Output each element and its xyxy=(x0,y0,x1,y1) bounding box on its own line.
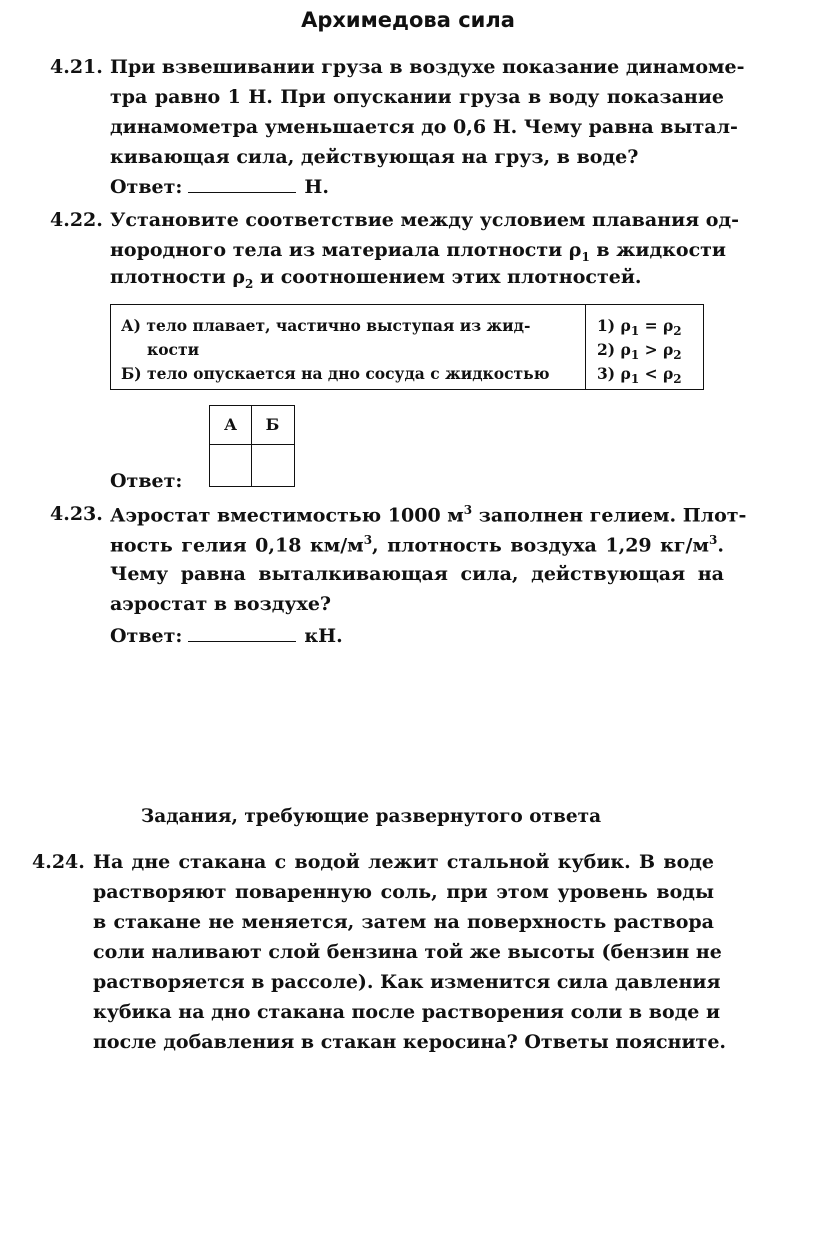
page-title: Архимедова сила xyxy=(301,8,515,32)
task-424-line-2: растворяют поваренную соль, при этом уровень воды xyxy=(93,881,714,903)
task-424-line-6: кубика на дно стакана после растворения соли в воде и xyxy=(93,1001,721,1023)
task-421-line-2: тра равно 1 Н. При опускании груза в воду показание xyxy=(110,86,724,108)
option-a-line-1: А) тело плавает, частично выступая из жид- xyxy=(121,316,531,335)
grid-header-a: А xyxy=(223,415,238,434)
option-b: Б) тело опускается на дно сосуда с жидкостью xyxy=(121,364,550,383)
task-424-line-1: На дне стакана с водой лежит стальной кубик. В воде xyxy=(93,851,714,873)
task-424-line-4: соли наливают слой бензина той же высоты (бензин не xyxy=(93,941,722,963)
task-421-line-3: динамометра уменьшается до 0,6 Н. Чему равна вытал- xyxy=(110,116,738,138)
task-number-422: 4.22. xyxy=(50,209,103,231)
task-number-423: 4.23. xyxy=(50,503,103,525)
answer-row-423 xyxy=(110,625,343,647)
answer-label: Ответ: xyxy=(110,176,183,198)
grid-header-b: Б xyxy=(265,415,280,434)
relation-2: 2) $\rho_1 > \rho_2$ xyxy=(597,340,682,363)
answer-blank-421[interactable] xyxy=(188,178,296,193)
task-422-line-3: плотности $\rho_2$ и соотношением этих плотностей. xyxy=(110,266,642,291)
option-a-line-2: кости xyxy=(147,340,200,359)
answer-unit: Н. xyxy=(304,176,329,198)
answer-cell-a[interactable] xyxy=(210,446,250,486)
answer-grid xyxy=(209,405,295,487)
answer-row-421 xyxy=(110,176,329,198)
relation-3: 3) $\rho_1 < \rho_2$ xyxy=(597,364,682,387)
section-title: Задания, требующие развернутого ответа xyxy=(140,806,602,827)
matching-table xyxy=(110,304,704,390)
task-424-line-3: в стакане не меняется, затем на поверхность раствора xyxy=(93,911,714,933)
task-424-line-5: растворяется в рассоле). Как изменится сила давления xyxy=(93,971,721,993)
task-422-line-1: Установите соответствие между условием плавания од- xyxy=(110,209,740,231)
task-423-line-1: Аэростат вместимостью 1000 $м^3$ заполнен гелием. Плот- xyxy=(110,503,747,527)
task-number-424: 4.24. xyxy=(32,851,85,873)
answer-unit: кН. xyxy=(304,625,343,647)
task-424-line-7: после добавления в стакан керосина? Ответы поясните. xyxy=(93,1031,727,1053)
task-423-line-3: Чему равна выталкивающая сила, действующая на xyxy=(110,563,724,585)
answer-blank-423[interactable] xyxy=(188,627,296,642)
task-421-line-4: кивающая сила, действующая на груз, в воде? xyxy=(110,146,639,168)
task-421-line-1: При взвешивании груза в воздухе показание динамоме- xyxy=(110,56,745,78)
task-423-line-4: аэростат в воздухе? xyxy=(110,593,332,615)
task-423-line-2: ность гелия 0,18 $км/м^3$, плотность воздуха 1,29 $кг/м^3$. xyxy=(110,533,724,557)
answer-label-422: Ответ: xyxy=(110,470,183,492)
answer-label: Ответ: xyxy=(110,625,183,647)
relation-1: 1) $\rho_1 = \rho_2$ xyxy=(597,316,682,339)
task-number-421: 4.21. xyxy=(50,56,103,78)
answer-cell-b[interactable] xyxy=(253,446,293,486)
task-422-line-2: нородного тела из материала плотности $\rho_1$ в жидкости xyxy=(110,239,726,264)
